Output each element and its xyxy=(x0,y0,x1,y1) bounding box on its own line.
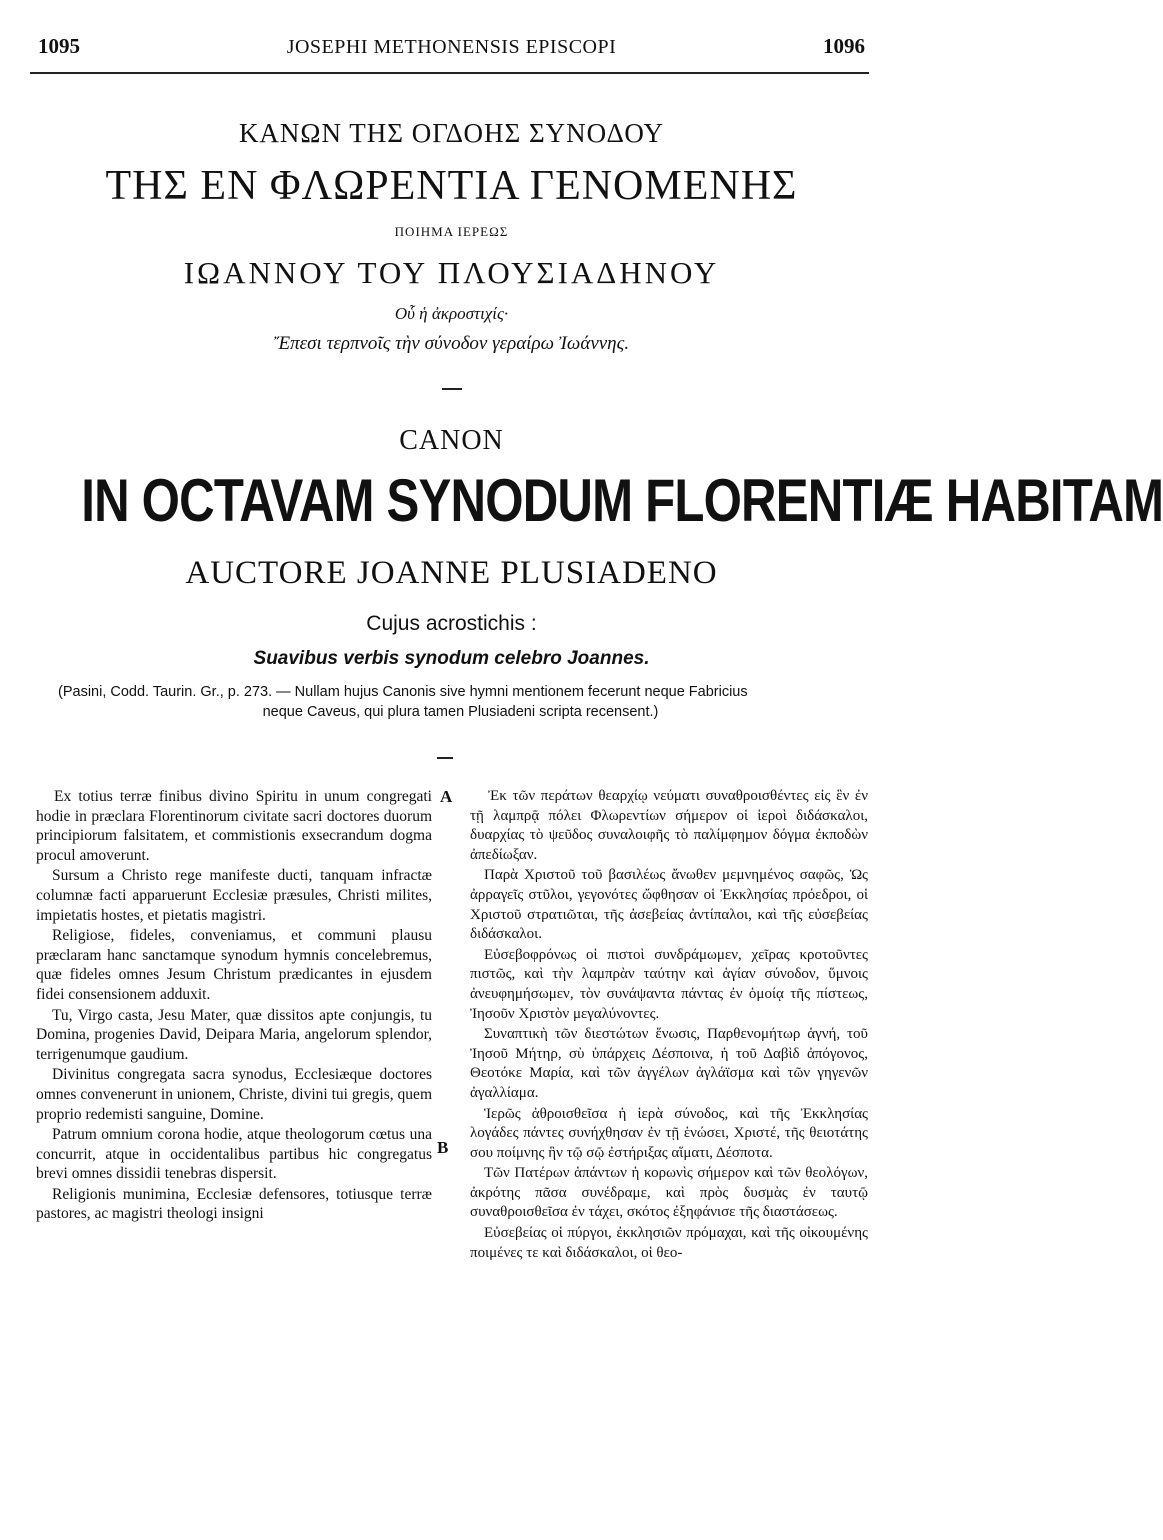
greek-acrostic: Ἔπεσι τερπνοῖς τὴν σύνοδον γεραίρω Ἰωάννης. xyxy=(273,333,630,354)
greek-acrostic-label: Οὗ ἡ ἀκροστιχίς· xyxy=(394,304,509,323)
greek-paragraph: Παρὰ Χριστοῦ τοῦ βασιλέως ἄνωθεν μεμνημένος σαφῶς, Ὡς ἀρραγεῖς στῦλοι, γεγονότες ὤφθησαν οἱ Ἐκκλησίας πρόεδροι, οἱ Χριστοῦ στρατιῶται, τῆς ἀσεβείας ἀντίπαλοι, καὶ τῆς εὐσεβείας διδάσκαλοι. xyxy=(470,867,868,943)
latin-title-line-2: IN OCTAVAM SYNODUM FLORENTIÆ HABITAM xyxy=(81,467,1163,534)
note-divider xyxy=(437,757,453,759)
latin-paragraph: Tu, Virgo casta, Jesu Mater, quæ dissitos apte conjungis, tu Domina, progenies David, Deipara Maria, angelorum splendor, terrigenumque gaudium. xyxy=(36,1006,432,1063)
editorial-note xyxy=(58,682,863,722)
running-title: JOSEPHI METHONENSIS EPISCOPI xyxy=(286,36,617,58)
latin-paragraph: Religionis munimina, Ecclesiæ defensores, totiusque terræ pastores, ac magistri theologi insigni xyxy=(36,1185,432,1223)
greek-paragraph: Ἱερῶς ἀθροισθεῖσα ἡ ἱερὰ σύνοδος, καὶ τῆς Ἐκκλησίας λογάδες πάντες συνήχθησαν ἐν τῇ ἑνώσει, Χριστέ, τῆς θειοτάτης σου ποίμνης ἣν τῷ σῷ ἐστήριξας αἵματι, Δέσποτα. xyxy=(470,1105,868,1161)
greek-title-line-2: ΤΗΣ ΕΝ ΦΛΩΡΕΝΤΙΑ ΓΕΝΟΜΕΝΗΣ xyxy=(105,163,798,209)
greek-paragraph: Τῶν Πατέρων ἁπάντων ἡ κορωνὶς σήμερον καὶ τῶν θεολόγων, ἀκρότης πᾶσα συνέδραμε, καὶ πρὸς δυσμὰς ἐν ταυτῷ συναθροισθεῖσα ἐν τάχει, σκότος ἐξηφάνισε τῆς διαστάσεως. xyxy=(470,1165,868,1221)
greek-title-line-3: ΠΟΙΗΜΑ ΙΕΡΕΩΣ xyxy=(394,224,509,239)
note-line-2: neque Caveus, qui plura tamen Plusiadeni scripta recensent.) xyxy=(262,704,659,720)
title-divider xyxy=(442,388,462,390)
greek-paragraph: Συναπτικὴ τῶν διεστώτων ἕνωσις, Παρθενομήτωρ ἁγνή, τοῦ Ἰησοῦ Μήτηρ, σὺ ὑπάρχεις Δέσποινα, ἡ τοῦ Δαβὶδ ἀπόγονος, Θεοτόκε Μαρία, καὶ τῶν ἀγγέλων ἀγλάϊσμα καὶ τῶν γηγενῶν ἀγαλλίαμα. xyxy=(470,1026,868,1101)
latin-title-line-1: CANON xyxy=(399,425,504,456)
latin-paragraph: Patrum omnium corona hodie, atque theologorum cœtus una concurrit, atque in occidentalibus partibus hic congregatus brevi omnes dissidii tenebras dispersit. xyxy=(36,1126,432,1183)
greek-paragraph: Ἐκ τῶν περάτων θεαρχίῳ νεύματι συναθροισθέντες εἰς ἓν ἐν τῇ λαμπρᾷ πόλει Φλωρεντίων σήμερον οἱ ἱεροὶ διδάσκαλοι, δυαρχίας τὸ ψεῦδος συναλοιφῆς τὸ παλίμφημον δόγμα ἐκποδὼν ἀπεδίωξαν. xyxy=(470,788,868,863)
greek-title-line-4: ΙΩΑΝΝΟΥ ΤΟΥ ΠΛΟΥΣΙΑΔΗΝΟΥ xyxy=(183,255,720,290)
column-marker-a: A xyxy=(440,787,453,806)
greek-paragraph: Εὐσεβείας οἱ πύργοι, ἐκκλησιῶν πρόμαχαι, καὶ τῆς οἰκουμένης ποιμένες τε καὶ διδάσκαλοι, οἱ θεο- xyxy=(470,1225,868,1261)
latin-paragraph: Religiose, fideles, conveniamus, et communi plausu præclaram hanc sanctamque synodum hymnis concelebremus, quæ fideles omnes Jesum Christum prædicantes in ejusdem fidei consensionem adduxit. xyxy=(36,927,432,1003)
greek-title-line-1: ΚΑΝΩΝ ΤΗΣ ΟΓΔΟΗΣ ΣΥΝΟΔΟΥ xyxy=(238,118,665,148)
latin-acrostic-label: Cujus acrostichis : xyxy=(366,612,537,635)
latin-title-line-3: AUCTORE JOANNE PLUSIADENO xyxy=(185,555,718,591)
latin-acrostic: Suavibus verbis synodum celebro Joannes. xyxy=(253,648,650,669)
header-rule xyxy=(30,72,869,74)
latin-paragraph: Divinitus congregata sacra synodus, Ecclesiæque doctores omnes convenerunt in unionem, Christe, divini tui gregis, quem proprio redemisti sanguine, Domine. xyxy=(36,1066,432,1123)
greek-paragraph: Εὐσεβοφρόνως οἱ πιστοὶ συνδράμωμεν, χεῖρας κροτοῦντες πιστῶς, καὶ τὴν λαμπρὰν ταύτην καὶ ἁγίαν σύνοδον, ὕμνοις ἀνευφημήσωμεν, τὸν συνάψαντα πάντας ἐν ὁμοίᾳ τῆς πίστεως, Ἰησοῦν Χριστὸν μεγαλύνοντες. xyxy=(470,946,868,1022)
greek-column xyxy=(470,787,868,1264)
latin-paragraph: Sursum a Christo rege manifeste ducti, tanquam infractæ columnæ facti apparuerunt Ecclesiæ præsules, Christi milites, impietatis hostes, et pietatis magistri. xyxy=(36,867,432,924)
note-line-1: (Pasini, Codd. Taurin. Gr., p. 273. — Nullam hujus Canonis sive hymni mentionem fecerunt neque Fabricius xyxy=(58,684,748,700)
latin-paragraph: Ex totius terræ finibus divino Spiritu in unum congregati hodie in præclara Florentinorum civitate sacri doctores duorum principiorum falsitatem, et commistionis exsecrandum dogma procul amoverunt. xyxy=(36,788,432,864)
page-number-left: 1095 xyxy=(38,34,80,58)
page-number-right: 1096 xyxy=(823,34,865,58)
latin-column xyxy=(36,787,432,1225)
running-header xyxy=(30,34,873,60)
column-marker-b: B xyxy=(437,1138,449,1157)
